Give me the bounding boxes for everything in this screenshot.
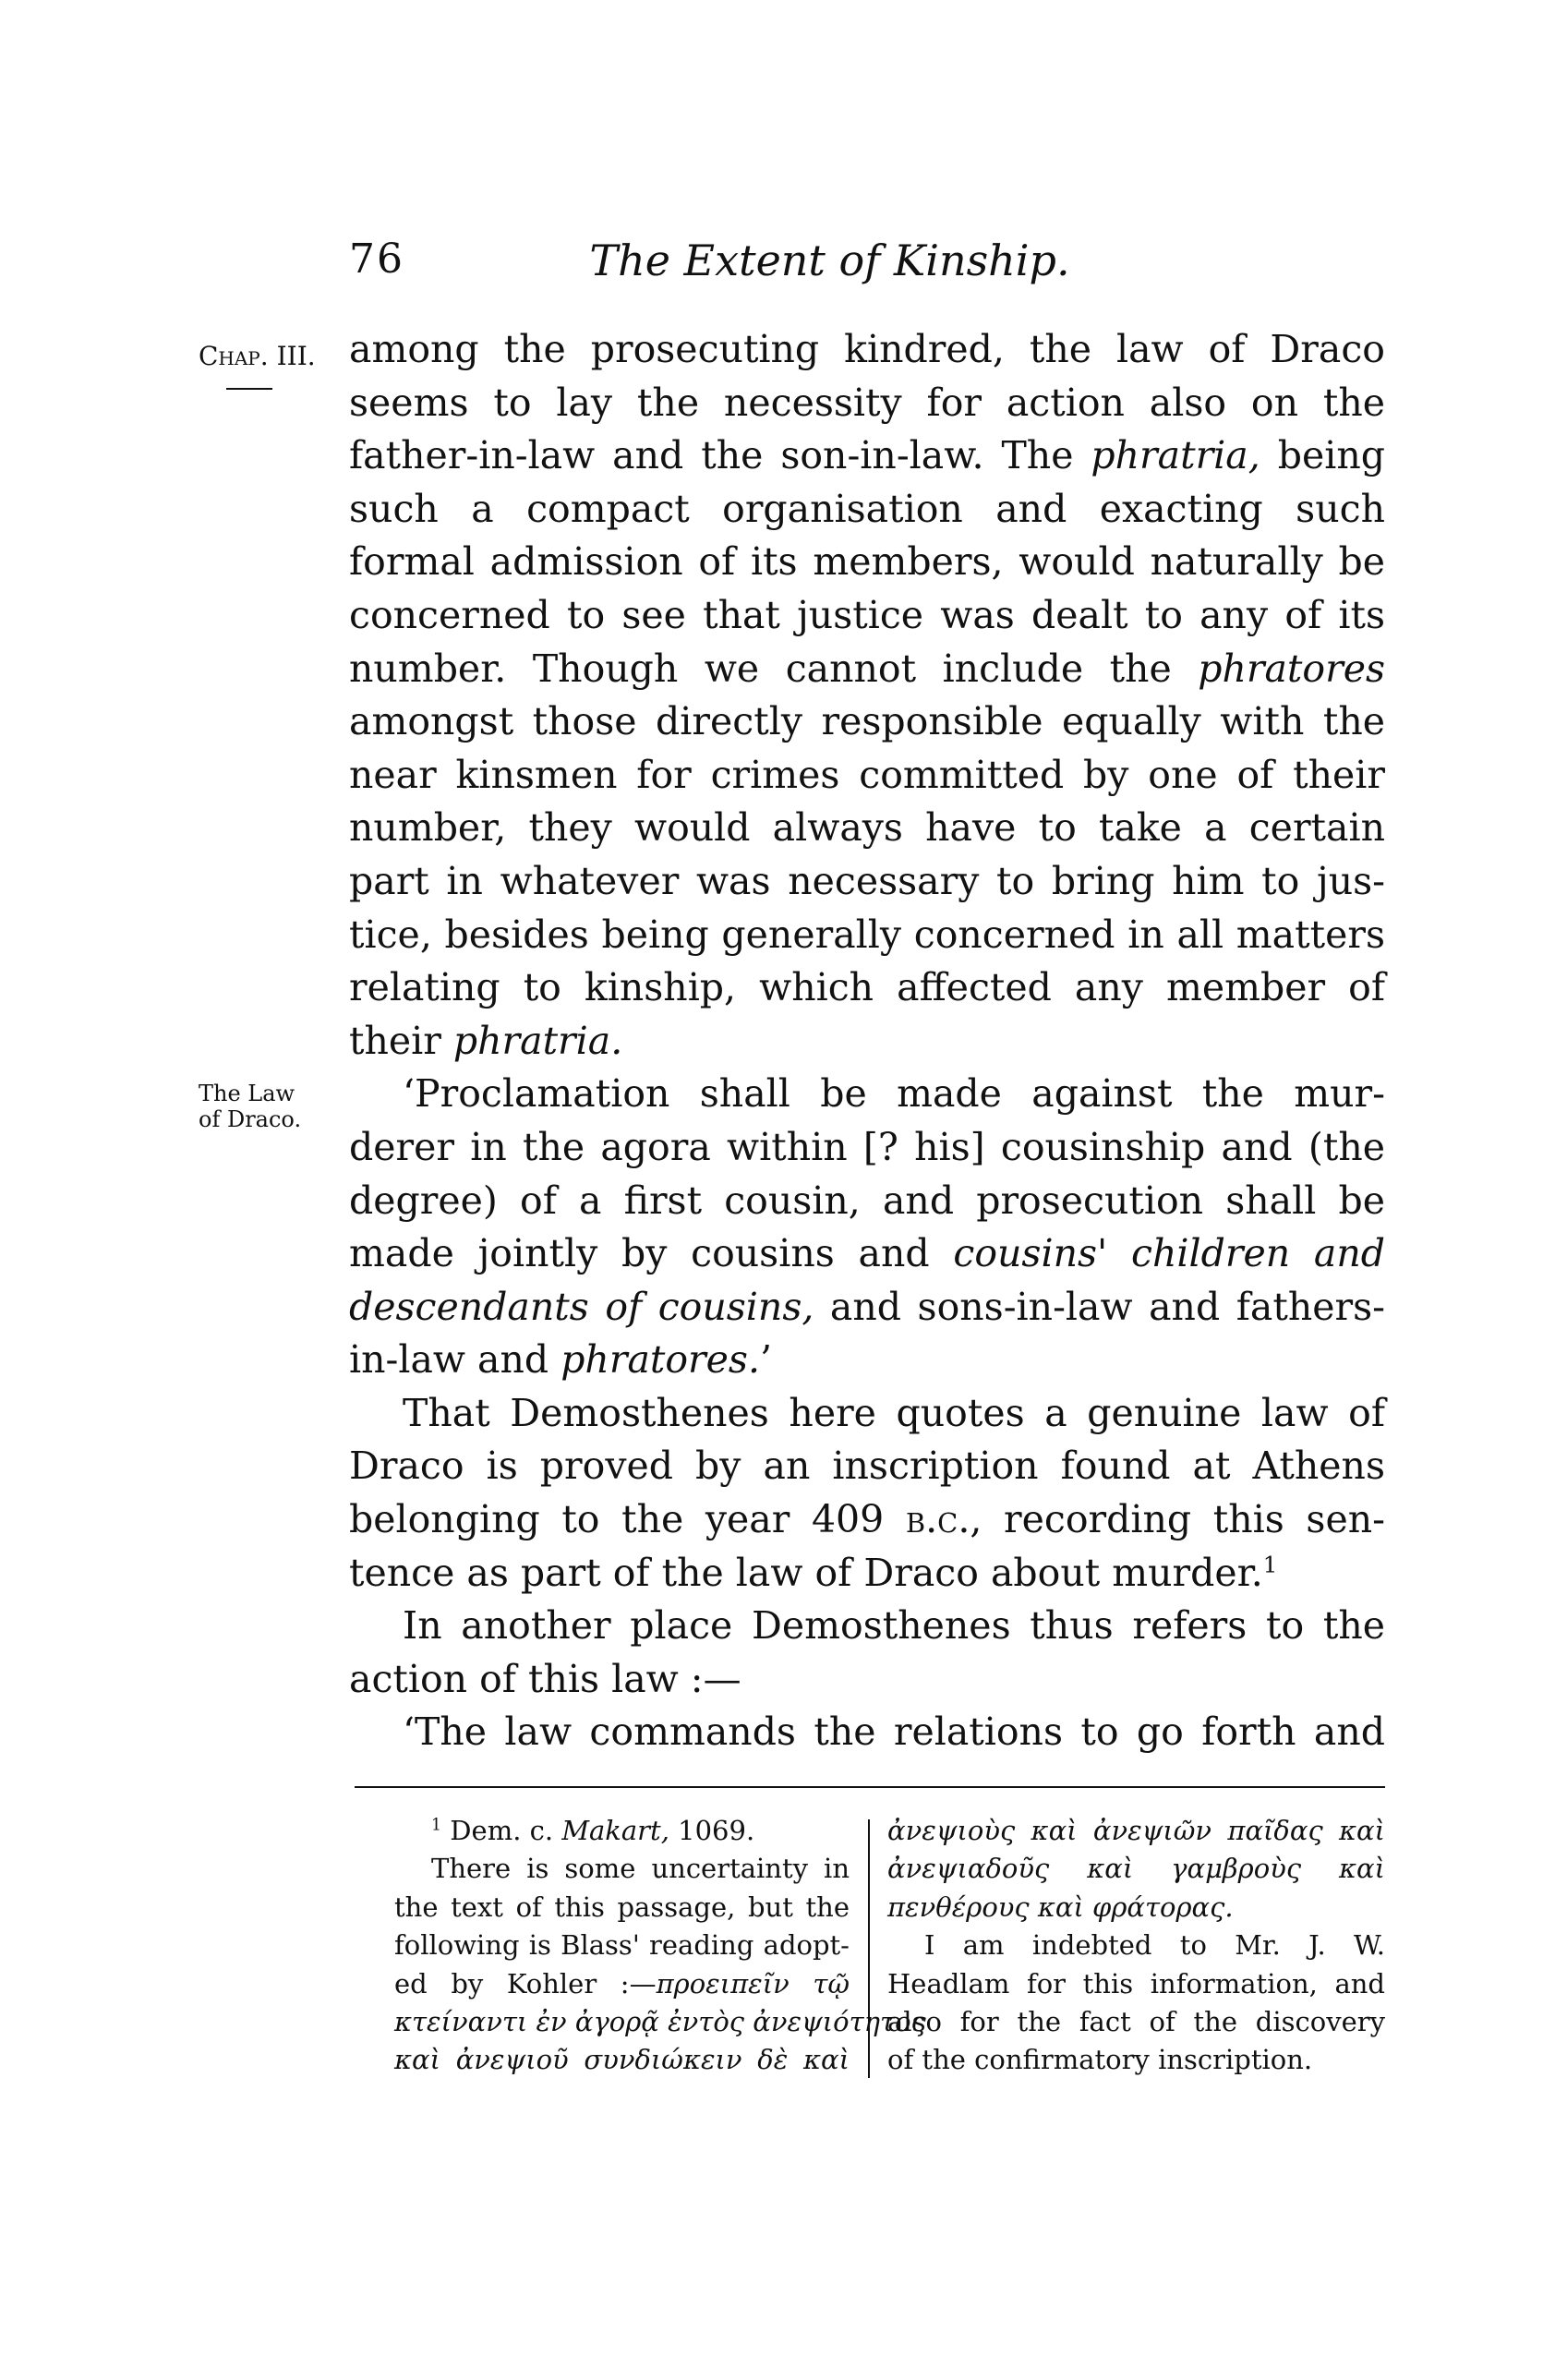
- page-number: 76: [349, 236, 404, 283]
- text-segment: formal admission of its members, would naturally be: [349, 539, 1385, 585]
- text-segment: belonging to the year 409: [349, 1497, 906, 1542]
- footnote-line: [394, 2041, 850, 2079]
- body-line: [349, 1440, 1385, 1493]
- text-segment: tice, besides being generally concerned in all matters: [349, 912, 1385, 957]
- footnote-line: [394, 1812, 850, 1850]
- text-segment: among the prosecuting kindred, the law of Draco: [349, 327, 1385, 371]
- footnotes-left-column: [394, 1812, 926, 2080]
- footnote-line: [887, 2041, 1385, 2079]
- text-segment: father-in-law and the son-in-law. The: [349, 433, 1091, 478]
- body-line: [349, 483, 1385, 537]
- margin-dash: [226, 388, 272, 390]
- body-line: [349, 429, 1385, 483]
- text-segment: καὶ ἀνεψιοῦ συνδιώκειν δὲ καὶ: [394, 2044, 850, 2076]
- text-segment: ‘Proclamation shall be made against the mur-: [403, 1071, 1385, 1117]
- text-segment: number, they would always have to take a certain: [349, 805, 1385, 851]
- footnote-marker: 1: [431, 1816, 442, 1835]
- text-segment: phratria.: [452, 1018, 623, 1063]
- text-segment: I am indebted to Mr. J. W.: [924, 1929, 1385, 1962]
- running-title: The Extent of Kinship.: [589, 236, 1070, 285]
- text-segment: degree) of a first cousin, and prosecution shall be: [349, 1178, 1385, 1223]
- body-line: [349, 1600, 1385, 1653]
- text-segment: the text of this passage, but the: [394, 1891, 850, 1923]
- footnote-line: [394, 1889, 850, 1927]
- footnote-line: [394, 1850, 850, 1888]
- text-segment: προειπεῖν τῷ: [656, 1967, 850, 1999]
- footnote-line: [394, 1965, 850, 2003]
- text-segment: seems to lay the necessity for action also on the: [349, 380, 1385, 425]
- text-segment: relating to kinship, which affected any member of: [349, 965, 1385, 1010]
- margin-note-line: of Draco.: [199, 1106, 302, 1132]
- footnotes-right-column: [887, 1812, 1385, 2080]
- body-line: [349, 1653, 1385, 1707]
- text-segment: phratores: [1198, 646, 1385, 691]
- footnote-line: [887, 1889, 1385, 1927]
- text-segment: ’: [759, 1337, 773, 1383]
- text-segment: ἀνεψιαδοῦς καὶ γαμβροὺς καὶ: [887, 1853, 1385, 1885]
- text-segment: cousins' children and: [953, 1231, 1385, 1276]
- body-line: [349, 1706, 1385, 1759]
- body-line: [349, 909, 1385, 962]
- text-segment: Makart,: [561, 1815, 669, 1846]
- body-line: [349, 1121, 1385, 1175]
- text-segment: ‘The law commands the relations to go forth and: [403, 1709, 1385, 1755]
- text-segment: following is Blass' reading adopt-: [394, 1929, 850, 1962]
- text-segment: concerned to see that justice was dealt to any of its: [349, 592, 1385, 637]
- text-segment: In another place Demosthenes thus refers to the: [403, 1603, 1385, 1649]
- body-line: [349, 1493, 1385, 1547]
- text-segment: made jointly by cousins and: [349, 1231, 954, 1276]
- text-segment: ed by Kohler :—: [394, 1967, 657, 1999]
- text-segment: of the confirmatory inscription.: [887, 2044, 1313, 2076]
- text-segment: ἀνεψιοὺς καὶ ἀνεψιῶν παῖδας καὶ: [887, 1815, 1385, 1846]
- text-segment: Headlam for this information, and: [887, 1967, 1385, 1999]
- text-segment: That Demosthenes here quotes a genuine law of: [403, 1390, 1385, 1435]
- body-line: [349, 377, 1385, 430]
- footnote-line: [394, 1927, 850, 1964]
- text-segment: descendants of cousins,: [349, 1284, 814, 1329]
- body-line: [349, 323, 1385, 377]
- footnote-line: [887, 1850, 1385, 1888]
- body-line: [349, 1015, 1385, 1069]
- text-segment: tence as part of the law of Draco about murder.: [349, 1550, 1263, 1595]
- text-segment: b.c.: [905, 1497, 970, 1542]
- body-line: [349, 855, 1385, 909]
- text-segment: Dem. c.: [441, 1815, 562, 1846]
- body-line: [349, 589, 1385, 643]
- footnote-rule: [355, 1786, 1385, 1788]
- margin-note-law-of-draco: [199, 1081, 301, 1132]
- text-segment: near kinsmen for crimes committed by one of their: [349, 752, 1385, 797]
- text-segment: number. Though we cannot include the: [349, 646, 1199, 691]
- text-segment: such a compact organisation and exacting such: [349, 486, 1385, 531]
- text-segment: , recording this sen-: [970, 1497, 1385, 1542]
- text-segment: κτείναντι ἐν ἀγορᾷ ἐντὸς ἀνεψιότητος: [394, 2005, 926, 2037]
- body-line: [349, 1175, 1385, 1228]
- text-segment: amongst those directly responsible equally with the: [349, 699, 1385, 744]
- text-segment: phratria,: [1091, 433, 1260, 478]
- footnote-line: [887, 2003, 1385, 2041]
- text-segment: 1069.: [669, 1815, 755, 1846]
- margin-note-chapter: Chap. III.: [199, 341, 316, 371]
- body-line: [349, 536, 1385, 589]
- body-line: [349, 1068, 1385, 1121]
- body-line: [349, 1547, 1385, 1601]
- body-line: [349, 1387, 1385, 1441]
- text-segment: their: [349, 1018, 453, 1063]
- body-line: [349, 643, 1385, 696]
- text-segment: Draco is proved by an inscription found at Athens: [349, 1444, 1385, 1489]
- footnote-column-divider: [868, 1819, 870, 2078]
- footnote-line: [394, 2003, 926, 2041]
- body-line: [349, 1334, 1385, 1387]
- text-segment: phratores.: [561, 1337, 760, 1383]
- text-segment: being: [1260, 433, 1385, 478]
- text-segment: part in whatever was necessary to bring him to jus-: [349, 858, 1385, 903]
- footnote-line: [887, 1927, 1385, 1964]
- footnote-marker: 1: [1262, 1551, 1278, 1577]
- footnote-line: [887, 1812, 1385, 1850]
- footnote-line: [887, 1965, 1385, 2003]
- text-segment: in-law and: [349, 1337, 561, 1383]
- body-line: [349, 961, 1385, 1015]
- body-line: [349, 695, 1385, 749]
- body-line: [349, 802, 1385, 855]
- body-text: [349, 323, 1385, 1759]
- body-line: [349, 749, 1385, 803]
- text-segment: πενθέρους καὶ φράτορας.: [887, 1891, 1234, 1923]
- text-segment: There is some uncertainty in: [431, 1853, 850, 1885]
- body-line: [349, 1281, 1385, 1335]
- body-line: [349, 1227, 1385, 1281]
- text-segment: also for the fact of the discovery: [887, 2005, 1385, 2037]
- text-segment: and sons-in-law and fathers-: [814, 1284, 1385, 1329]
- text-segment: derer in the agora within [? his] cousinship and (the: [349, 1124, 1385, 1169]
- text-segment: action of this law :—: [349, 1656, 741, 1701]
- margin-note-line: The Law: [199, 1081, 295, 1106]
